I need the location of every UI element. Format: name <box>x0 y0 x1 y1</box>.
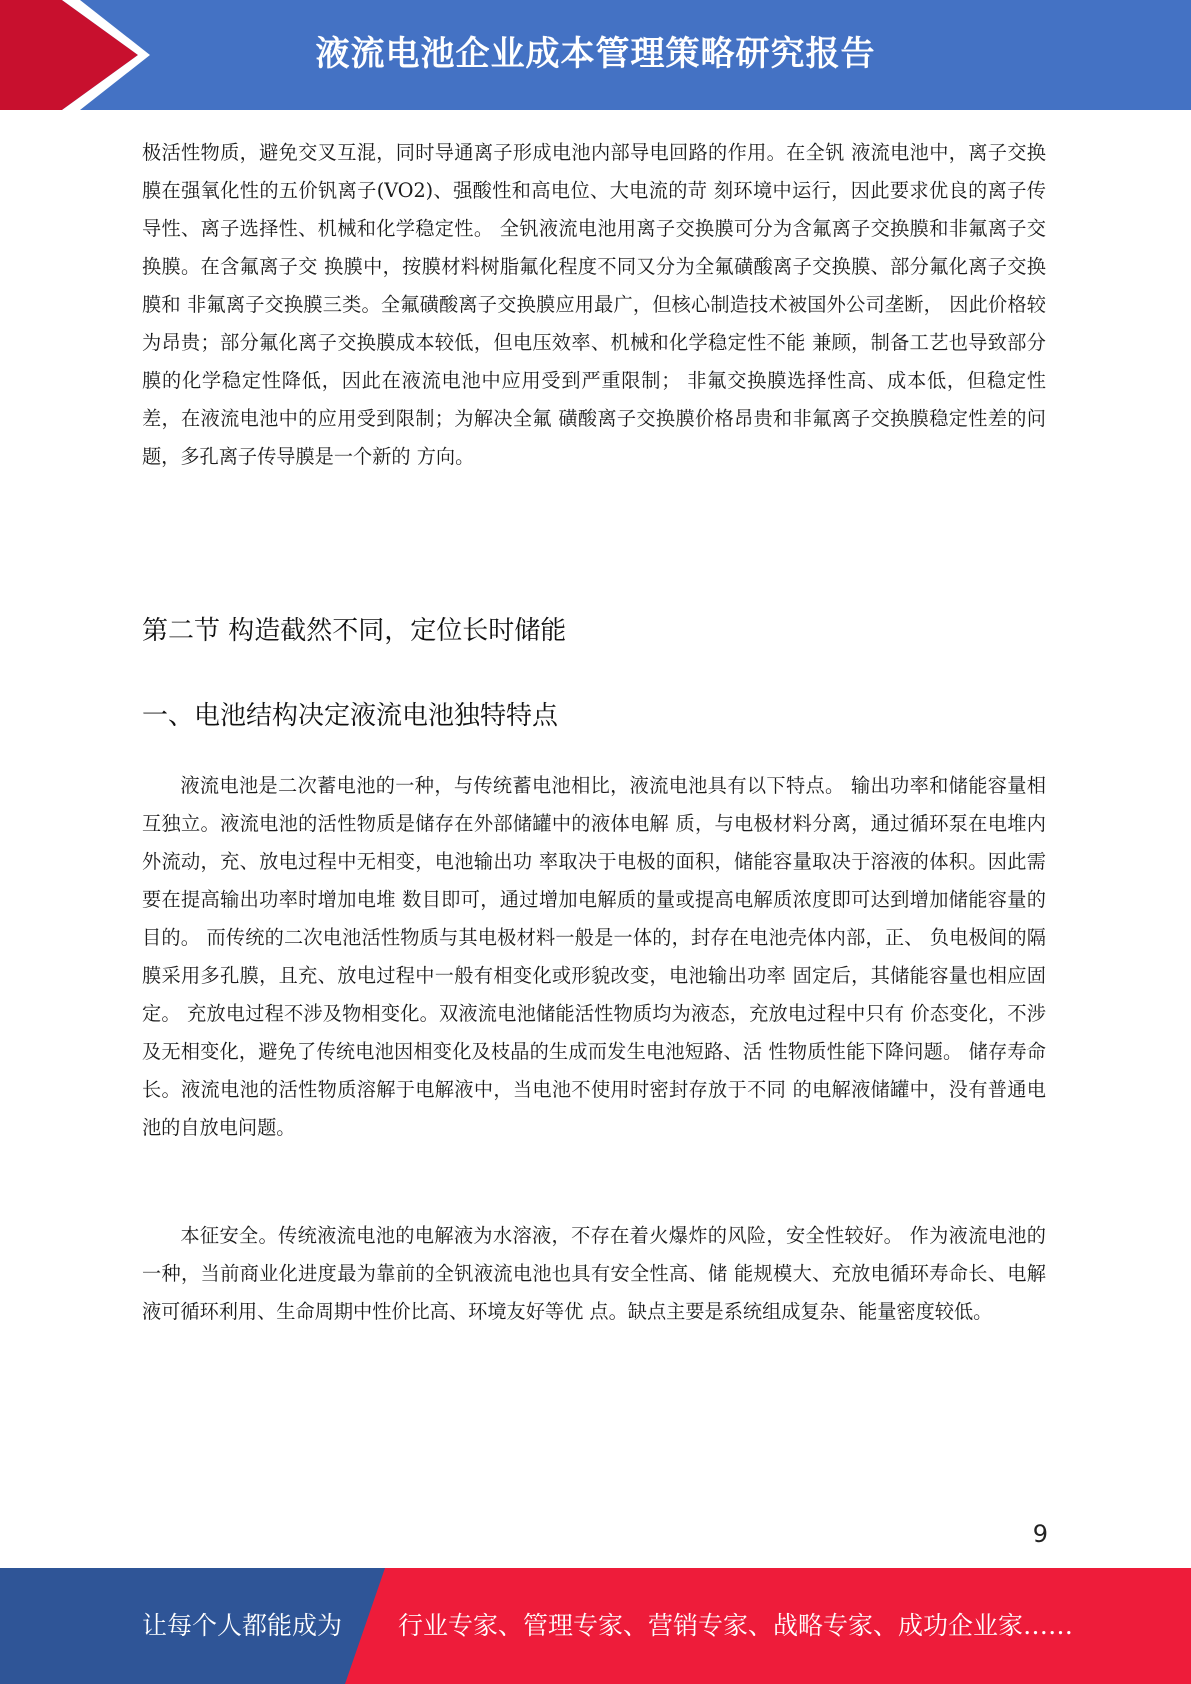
paragraph-text: 液流电池是二次蓄电池的一种，与传统蓄电池相比，液流电池具有以下特点。 输出功率和储能容量相互独立。液流电池的活性物质是储存在外部储罐中的液体电解 质，与电极材料分离，通过循环泵在电堆内外流动，充、放电过程中无相变，电池输出功 率取决于电极的面积，储能容量取决于溶液的体积。因此需要在提高输出功率时增加电堆 数目即可，通过增加电解质的量或提高电解质浓度即可达到增加储能容量的目的。 而传统的二次电池活性物质与其电极材料一般是一体的，封存在电池壳体内部，正、 负电极间的隔膜采用多孔膜，且充、放电过程中一般有相变化或形貌改变，电池输出功率 固定后，其储能容量也相应固定。 充放电过程不涉及物相变化。双液流电池储能活性物质均为液态，充放电过程中只有 价态变化，不涉及无相变化，避免了传统电池因相变化及枝晶的生成而发生电池短路、活 性物质性能下降问题。 储存寿命长。液流电池的活性物质溶解于电解液中，当电池不使用时密封存放于不同 的电解液储罐中，没有普通电池的自放电问题。 <box>142 774 1046 1139</box>
page-number: 9 <box>1032 1520 1048 1548</box>
body-paragraph-features <box>142 767 1046 1147</box>
footer-slogan-left: 让每个人都能成为 <box>142 1611 343 1640</box>
body-paragraph-safety <box>142 1217 1046 1331</box>
report-title: 液流电池企业成本管理策略研究报告 <box>315 34 876 74</box>
body-paragraph-continued <box>142 134 1046 476</box>
paragraph-text: 本征安全。传统液流电池的电解液为水溶液，不存在着火爆炸的风险，安全性较好。 作为液流电池的一种，当前商业化进度最为靠前的全钒液流电池也具有安全性高、储 能规模大、充放电循环寿命长、电解液可循环利用、生命周期中性价比高、环境友好等优 点。缺点主要是系统组成复杂、能量密度较低。 <box>142 1224 1046 1323</box>
page-header <box>0 0 1191 110</box>
section-heading: 第二节 构造截然不同，定位长时储能 <box>142 616 567 646</box>
page-footer <box>0 1568 1191 1684</box>
header-arrow-decoration <box>0 0 150 110</box>
footer-slogan-right: 行业专家、管理专家、营销专家、战略专家、成功企业家…… <box>398 1611 1074 1640</box>
paragraph-text: 极活性物质，避免交叉互混，同时导通离子形成电池内部导电回路的作用。在全钒 液流电池中，离子交换膜在强氧化性的五价钒离子(VO2)、强酸性和高电位、大电流的苛 刻环境中运行，因此要求优良的离子传导性、离子选择性、机械和化学稳定性。 全钒液流电池用离子交换膜可分为含氟离子交换膜和非氟离子交换膜。在含氟离子交 换膜中，按膜材料树脂氟化程度不同又分为全氟磺酸离子交换膜、部分氟化离子交换膜和 非氟离子交换膜三类。全氟磺酸离子交换膜应用最广，但核心制造技术被国外公司垄断， 因此价格较为昂贵；部分氟化离子交换膜成本较低，但电压效率、机械和化学稳定性不能 兼顾，制备工艺也导致部分膜的化学稳定性降低，因此在液流电池中应用受到严重限制； 非氟交换膜选择性高、成本低，但稳定性差，在液流电池中的应用受到限制；为解决全氟 磺酸离子交换膜价格昂贵和非氟离子交换膜稳定性差的问题，多孔离子传导膜是一个新的 方向。 <box>142 141 1046 468</box>
subsection-heading: 一、电池结构决定液流电池独特特点 <box>142 701 559 731</box>
